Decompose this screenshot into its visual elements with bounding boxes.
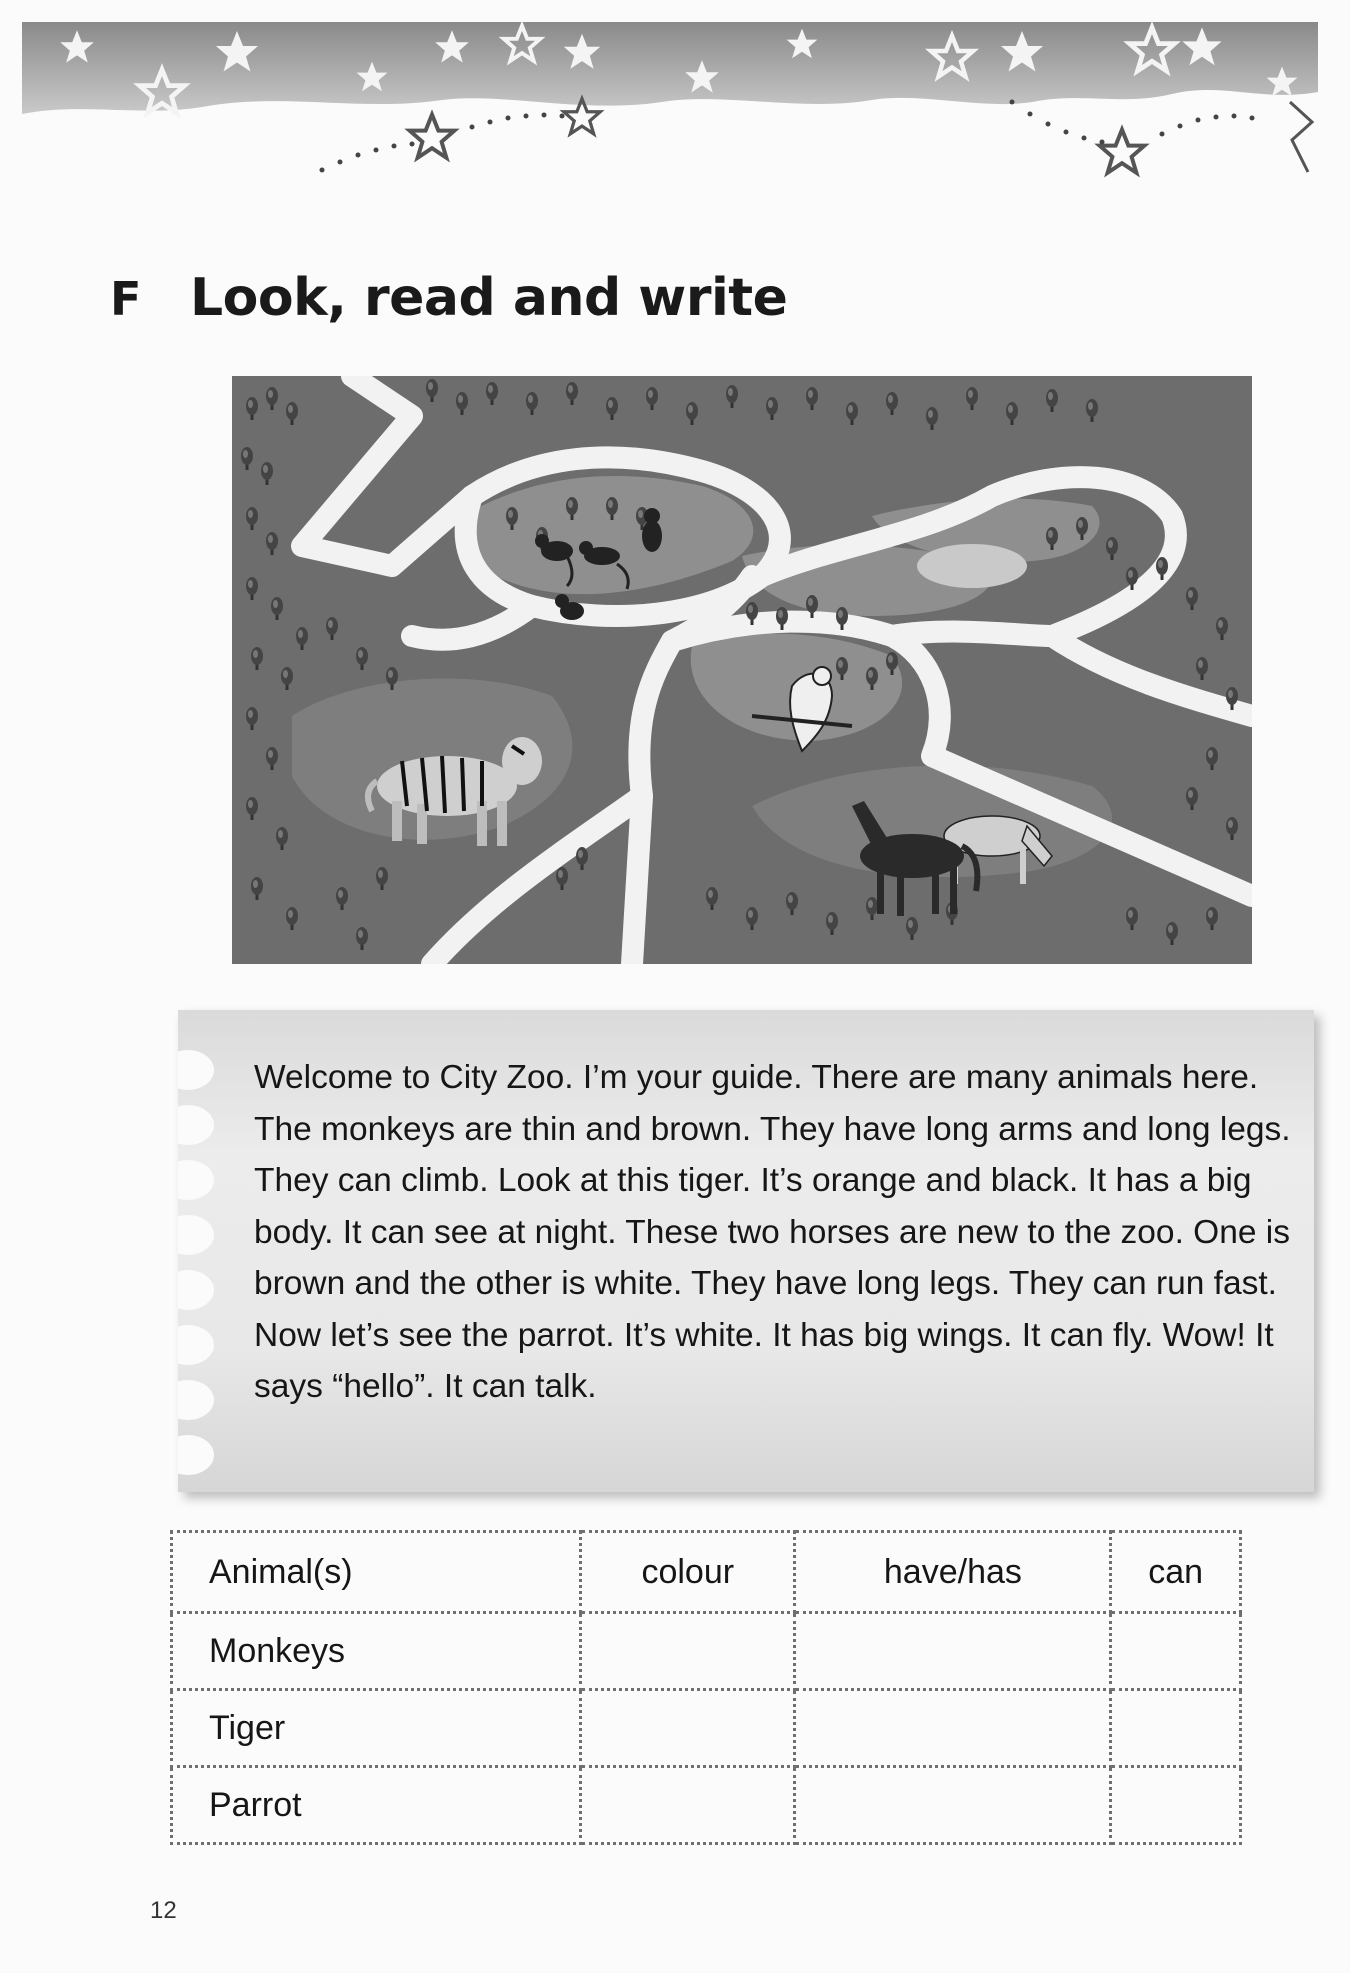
- dotted-trails: [320, 100, 1255, 173]
- row-animal-label: Tiger: [172, 1690, 581, 1767]
- answer-cell-can[interactable]: [1111, 1613, 1241, 1690]
- header-have-has: have/has: [795, 1532, 1111, 1613]
- header-colour: colour: [581, 1532, 795, 1613]
- header-can: can: [1111, 1532, 1241, 1613]
- row-animal-label: Parrot: [172, 1767, 581, 1844]
- answer-table: [170, 1530, 1242, 1845]
- answer-cell-can[interactable]: [1111, 1767, 1241, 1844]
- answer-cell-colour[interactable]: [581, 1613, 795, 1690]
- header-animals: Animal(s): [172, 1532, 581, 1613]
- table-row: [172, 1767, 1241, 1844]
- answer-cell-colour[interactable]: [581, 1767, 795, 1844]
- pond: [917, 544, 1027, 588]
- answer-cell-have-has[interactable]: [795, 1613, 1111, 1690]
- page-number: 12: [150, 1897, 177, 1924]
- table-row: [172, 1613, 1241, 1690]
- answer-cell-have-has[interactable]: [795, 1767, 1111, 1844]
- answer-cell-colour[interactable]: [581, 1690, 795, 1767]
- table-header-row: [172, 1532, 1241, 1613]
- row-animal-label: Monkeys: [172, 1613, 581, 1690]
- star-outline-dark-icons: [410, 99, 1312, 173]
- section-letter: F: [110, 272, 142, 326]
- table-row: [172, 1690, 1241, 1767]
- zoo-map-illustration: [232, 376, 1252, 964]
- reading-passage: Welcome to City Zoo. I’m your guide. There are many animals here. The monkeys are thin and brown. They have long arms and long legs. They can climb. Look at this tiger. It’s orange and black. It has a big body. It can see at night. These two horses are new to the zoo. One is brown and the other is white. They have long legs. They can run fast. Now let’s see the parrot. It’s white. It has big wings. It can fly. Wow! It says “hello”. It can talk.: [254, 1059, 1291, 1405]
- answer-cell-can[interactable]: [1111, 1690, 1241, 1767]
- star-banner: [22, 22, 1318, 212]
- notebook-binding-holes: [178, 1010, 238, 1492]
- answer-cell-have-has[interactable]: [795, 1690, 1111, 1767]
- section-title: Look, read and write: [190, 268, 788, 328]
